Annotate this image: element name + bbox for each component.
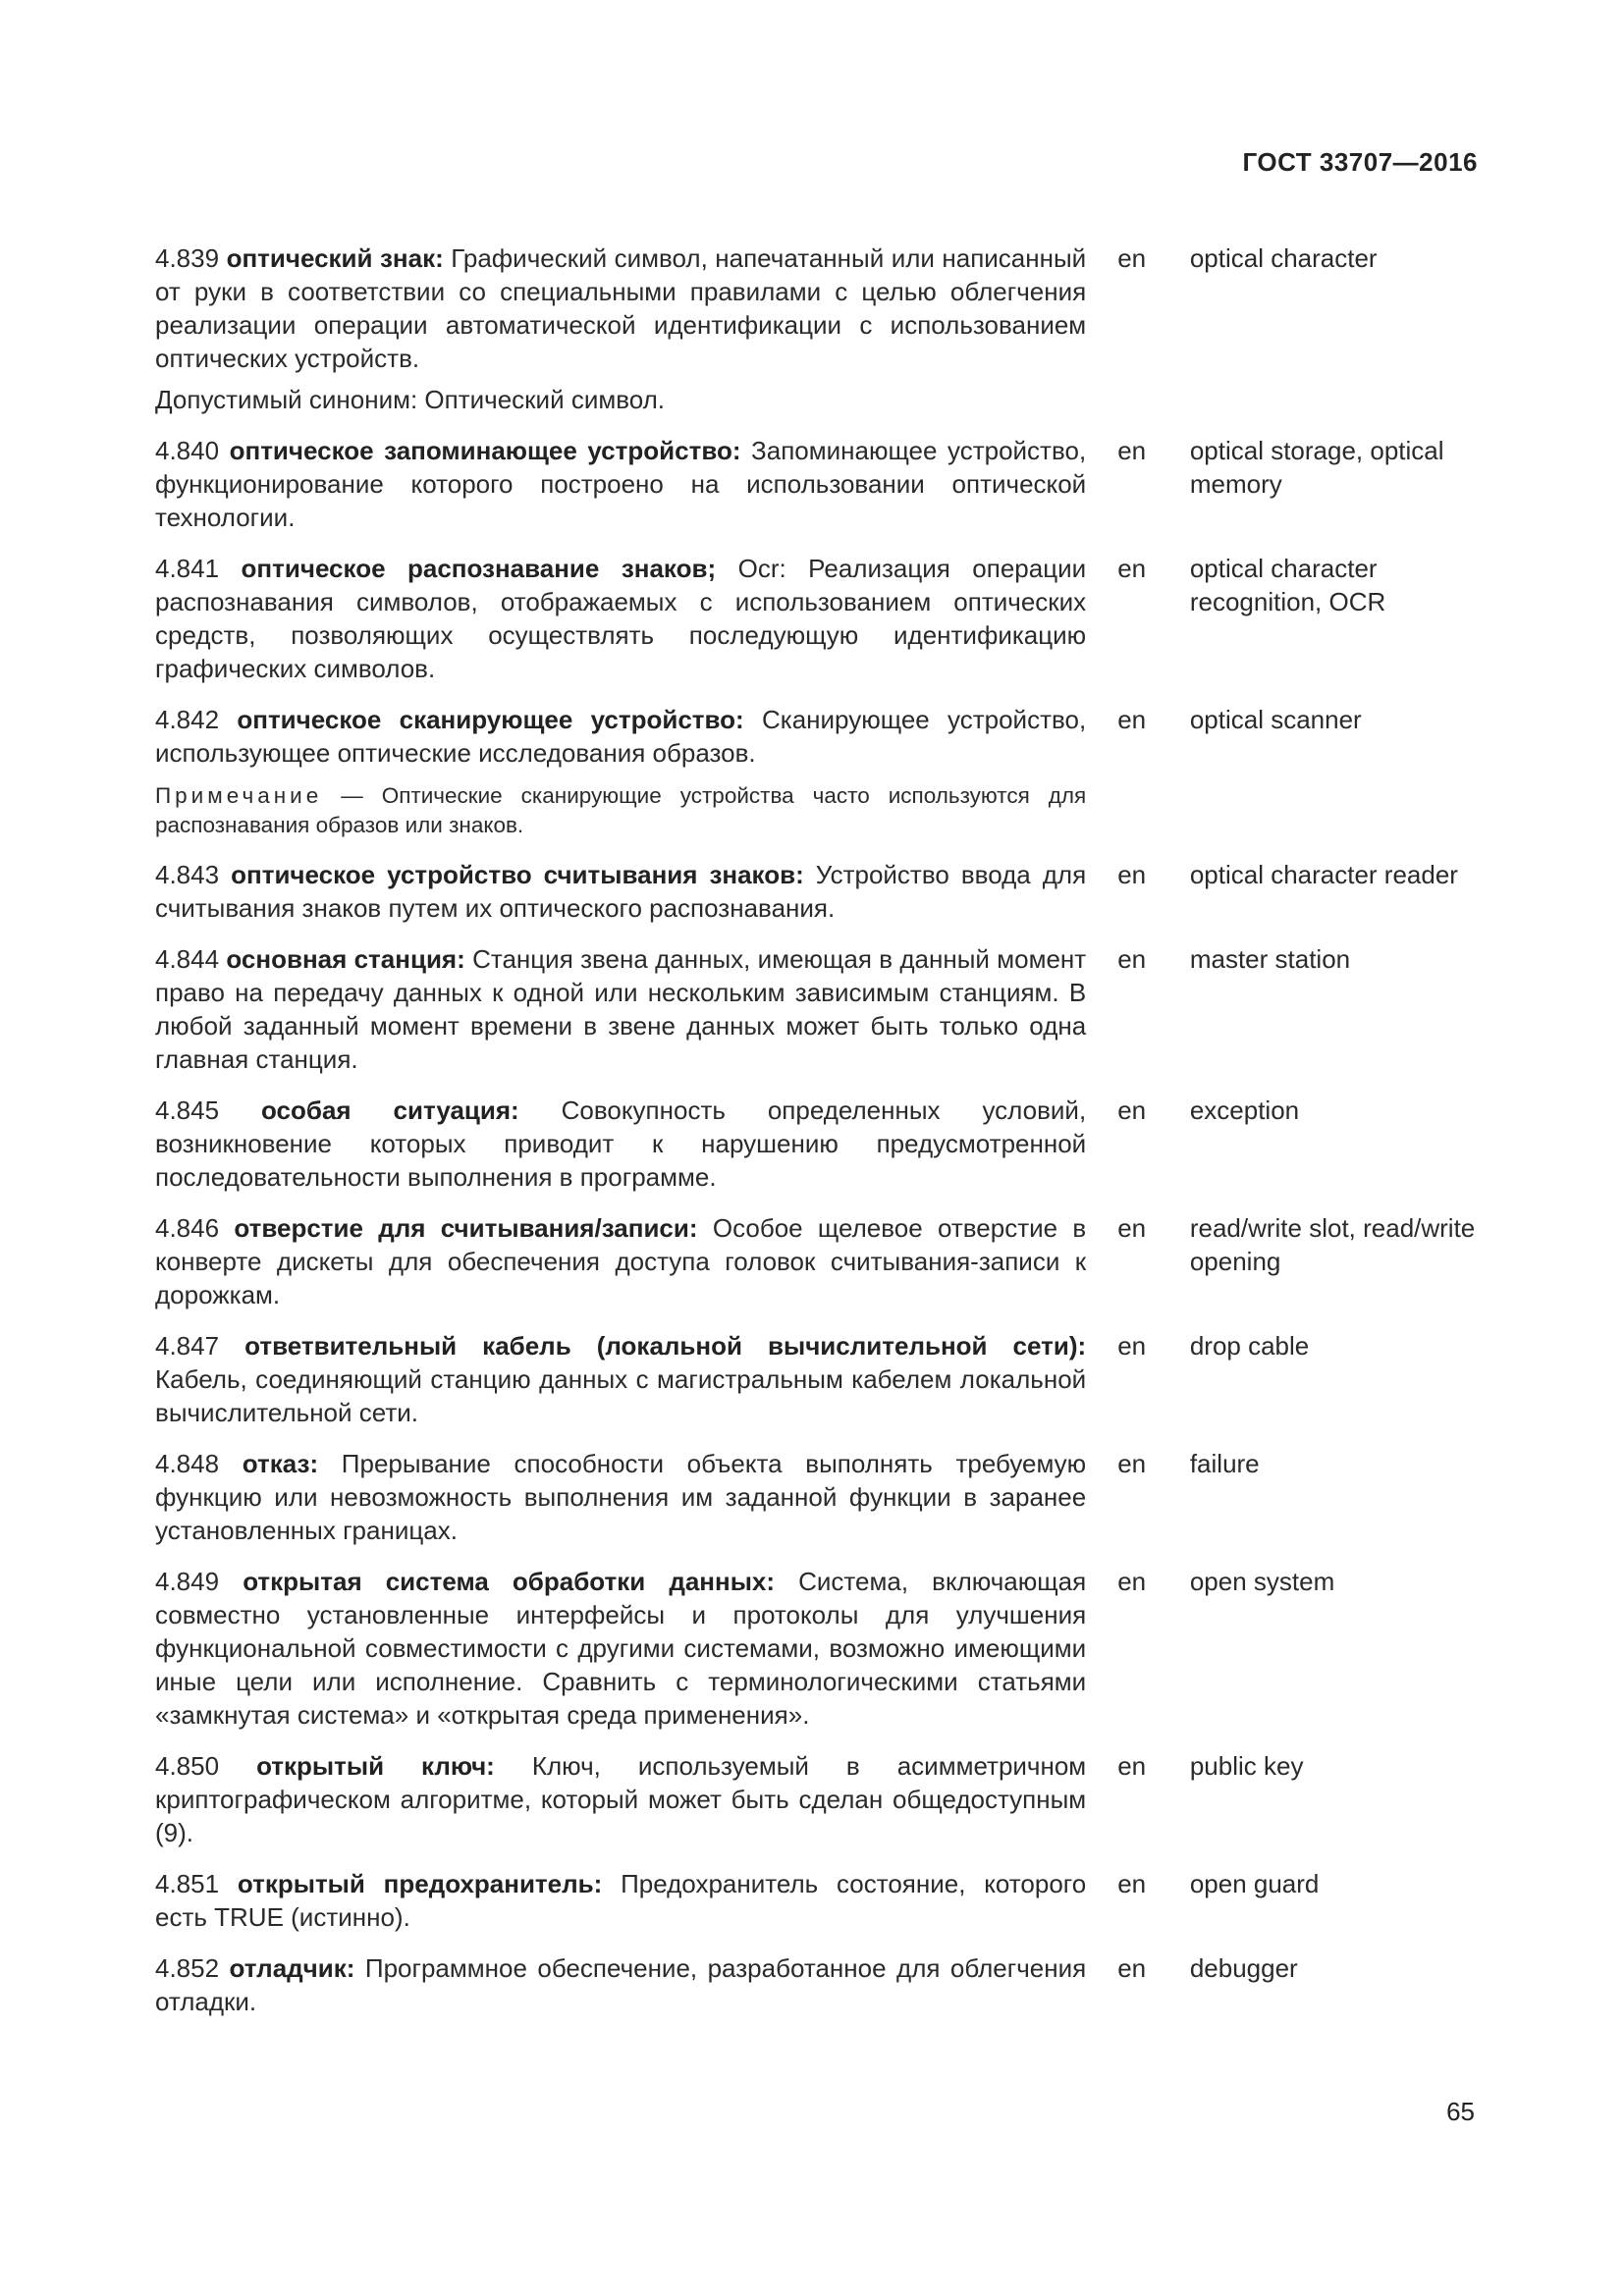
entry-number: 4.850	[155, 1751, 220, 1781]
entry-number: 4.843	[155, 860, 220, 889]
entry-text: Ocr: Реализация операции распознавания символов, отображаемых с использованием оптических средств, позволяющих осуществлять последующую идентификацию графических символов.	[155, 554, 1087, 683]
entry-number: 4.845	[155, 1095, 220, 1125]
entry-definition	[155, 1094, 1086, 1194]
entry-term: ответвительный кабель (локальной вычислительной сети):	[244, 1331, 1087, 1361]
entry-definition	[155, 1867, 1086, 1934]
entry-term: особая ситуация:	[261, 1095, 519, 1125]
entry-term: оптическое устройство считывания знаков:	[231, 860, 804, 889]
entry-english-term: optical character recognition, OCR	[1189, 554, 1386, 616]
entry-term: оптическое распознавание знаков;	[241, 554, 717, 583]
page-number: 65	[1446, 2097, 1475, 2126]
entry-term: отказ:	[242, 1449, 319, 1478]
entry-definition	[155, 1211, 1086, 1311]
entry-lang: en	[1117, 1751, 1147, 1781]
entry-english-term: master station	[1189, 944, 1351, 974]
term-entry-4-839	[155, 241, 1483, 416]
entry-lang: en	[1117, 1567, 1147, 1596]
entry-number: 4.846	[155, 1213, 220, 1243]
entry-definition	[155, 552, 1086, 685]
entry-definition	[155, 1565, 1086, 1732]
entry-english-term: open system	[1189, 1567, 1335, 1596]
entry-text: Станция звена данных, имеющая в данный момент право на передачу данных к одной или нескольким зависимым станциям. В любой заданный момент времени в звене данных может быть только одна главная станция.	[155, 944, 1087, 1074]
entry-lang: en	[1117, 436, 1147, 465]
entry-lang: en	[1117, 860, 1147, 889]
entry-term: оптическое запоминающее устройство:	[229, 436, 741, 465]
entry-number: 4.852	[155, 1953, 220, 1983]
entry-term: открытый ключ:	[256, 1751, 495, 1781]
entry-lang: en	[1117, 1449, 1147, 1478]
entry-number: 4.851	[155, 1869, 220, 1898]
term-entry-4-846	[155, 1211, 1483, 1311]
entry-text: Система, включающая совместно установленные интерфейсы и протоколы для улучшения функциональной совместимости с другими системами, возможно имеющими иные цели или исполнение. Сравнить с терминологическими статьями «замкнутая система» и «открытая среда применения».	[155, 1567, 1087, 1730]
entry-english-term: open guard	[1189, 1869, 1320, 1898]
entry-text: Кабель, соединяющий станцию данных с магистральным кабелем локальной вычислительной сети.	[155, 1364, 1087, 1427]
note-label: Примечание	[155, 783, 323, 808]
entry-note	[155, 781, 1086, 840]
entry-english-term: failure	[1189, 1449, 1260, 1478]
entry-number: 4.849	[155, 1567, 220, 1596]
note-text: — Оптические сканирующие устройства часто используются для распознавания образов или знаков.	[155, 783, 1087, 837]
entry-term: открытая система обработки данных:	[243, 1567, 776, 1596]
entry-term: отладчик:	[229, 1953, 355, 1983]
entry-english-term: public key	[1189, 1751, 1304, 1781]
entry-text: Ключ, используемый в асимметричном криптографическом алгоритме, который может быть сделан общедоступным (9).	[155, 1751, 1087, 1847]
entry-english-term: optical character	[1189, 243, 1378, 273]
entry-number: 4.840	[155, 436, 220, 465]
entry-english-term: drop cable	[1189, 1331, 1310, 1361]
entry-definition	[155, 1749, 1086, 1849]
entry-term: оптический знак:	[226, 243, 444, 273]
entry-lang: en	[1117, 1331, 1147, 1361]
entry-definition	[155, 1329, 1086, 1429]
entry-number: 4.839	[155, 243, 220, 273]
entry-term: оптическое сканирующее устройство:	[237, 705, 744, 734]
entry-english-term: optical scanner	[1189, 705, 1362, 734]
term-entry-4-851	[155, 1867, 1483, 1934]
entry-text: Запоминающее устройство, функционирование которого построено на использовании оптической технологии.	[155, 436, 1087, 532]
entry-lang: en	[1117, 1213, 1147, 1243]
term-entry-4-842	[155, 703, 1483, 840]
entry-definition	[155, 942, 1086, 1076]
term-entry-4-843	[155, 858, 1483, 925]
term-entry-4-848	[155, 1447, 1483, 1547]
term-entry-4-847	[155, 1329, 1483, 1429]
entry-lang: en	[1117, 243, 1147, 273]
entry-definition	[155, 241, 1086, 375]
entry-number: 4.847	[155, 1331, 220, 1361]
term-entry-4-844	[155, 942, 1483, 1076]
entry-english-term: read/write slot, read/write opening	[1189, 1213, 1476, 1276]
term-entry-4-841	[155, 552, 1483, 685]
entry-text: Устройство ввода для считывания знаков путем их оптического распознавания.	[155, 860, 1087, 923]
entry-english-term: optical character reader	[1189, 860, 1458, 889]
entry-text: Графический символ, напечатанный или написанный от руки в соответствии со специальными правилами с целью облегчения реализации операции автоматической идентификации с использованием оптических устройств.	[155, 243, 1087, 373]
entry-text: Сканирующее устройство, использующее оптические исследования образов.	[155, 705, 1087, 768]
term-entries-list	[155, 241, 1483, 2036]
term-entry-4-840	[155, 434, 1483, 534]
entry-text: Совокупность определенных условий, возникновение которых приводит к нарушению предусмотренной последовательности выполнения в программе.	[155, 1095, 1087, 1192]
entry-term: отверстие для считывания/записи:	[234, 1213, 698, 1243]
entry-term: открытый предохранитель:	[237, 1869, 603, 1898]
entry-text: Программное обеспечение, разработанное для облегчения отладки.	[155, 1953, 1087, 2016]
entry-lang: en	[1117, 705, 1147, 734]
term-entry-4-849	[155, 1565, 1483, 1732]
term-entry-4-845	[155, 1094, 1483, 1194]
entry-lang: en	[1117, 1095, 1147, 1125]
entry-lang: en	[1117, 1953, 1147, 1983]
entry-definition	[155, 703, 1086, 770]
entry-lang: en	[1117, 1869, 1147, 1898]
entry-number: 4.848	[155, 1449, 220, 1478]
entry-number: 4.844	[155, 944, 220, 974]
entry-definition	[155, 434, 1086, 534]
entry-english-term: optical storage, optical memory	[1189, 436, 1444, 499]
entry-text: Особое щелевое отверстие в конверте дискеты для обеспечения доступа головок считывания-записи к дорожкам.	[155, 1213, 1087, 1309]
entry-number: 4.841	[155, 554, 220, 583]
entry-english-term: debugger	[1189, 1953, 1298, 1983]
entry-number: 4.842	[155, 705, 220, 734]
term-entry-4-852	[155, 1951, 1483, 2018]
entry-definition	[155, 858, 1086, 925]
entry-lang: en	[1117, 554, 1147, 583]
entry-term: основная станция:	[226, 944, 465, 974]
entry-text: Прерывание способности объекта выполнять требуемую функцию или невозможность выполнения им заданной функции в заранее установленных границах.	[155, 1449, 1087, 1545]
entry-synonym: Допустимый синоним: Оптический символ.	[155, 385, 666, 414]
entry-definition	[155, 1447, 1086, 1547]
entry-english-term: exception	[1189, 1095, 1300, 1125]
document-header: ГОСТ 33707—2016	[1242, 147, 1478, 177]
term-entry-4-850	[155, 1749, 1483, 1849]
entry-text: Предохранитель состояние, которого есть TRUE (истинно).	[155, 1869, 1087, 1932]
entry-lang: en	[1117, 944, 1147, 974]
entry-definition	[155, 1951, 1086, 2018]
